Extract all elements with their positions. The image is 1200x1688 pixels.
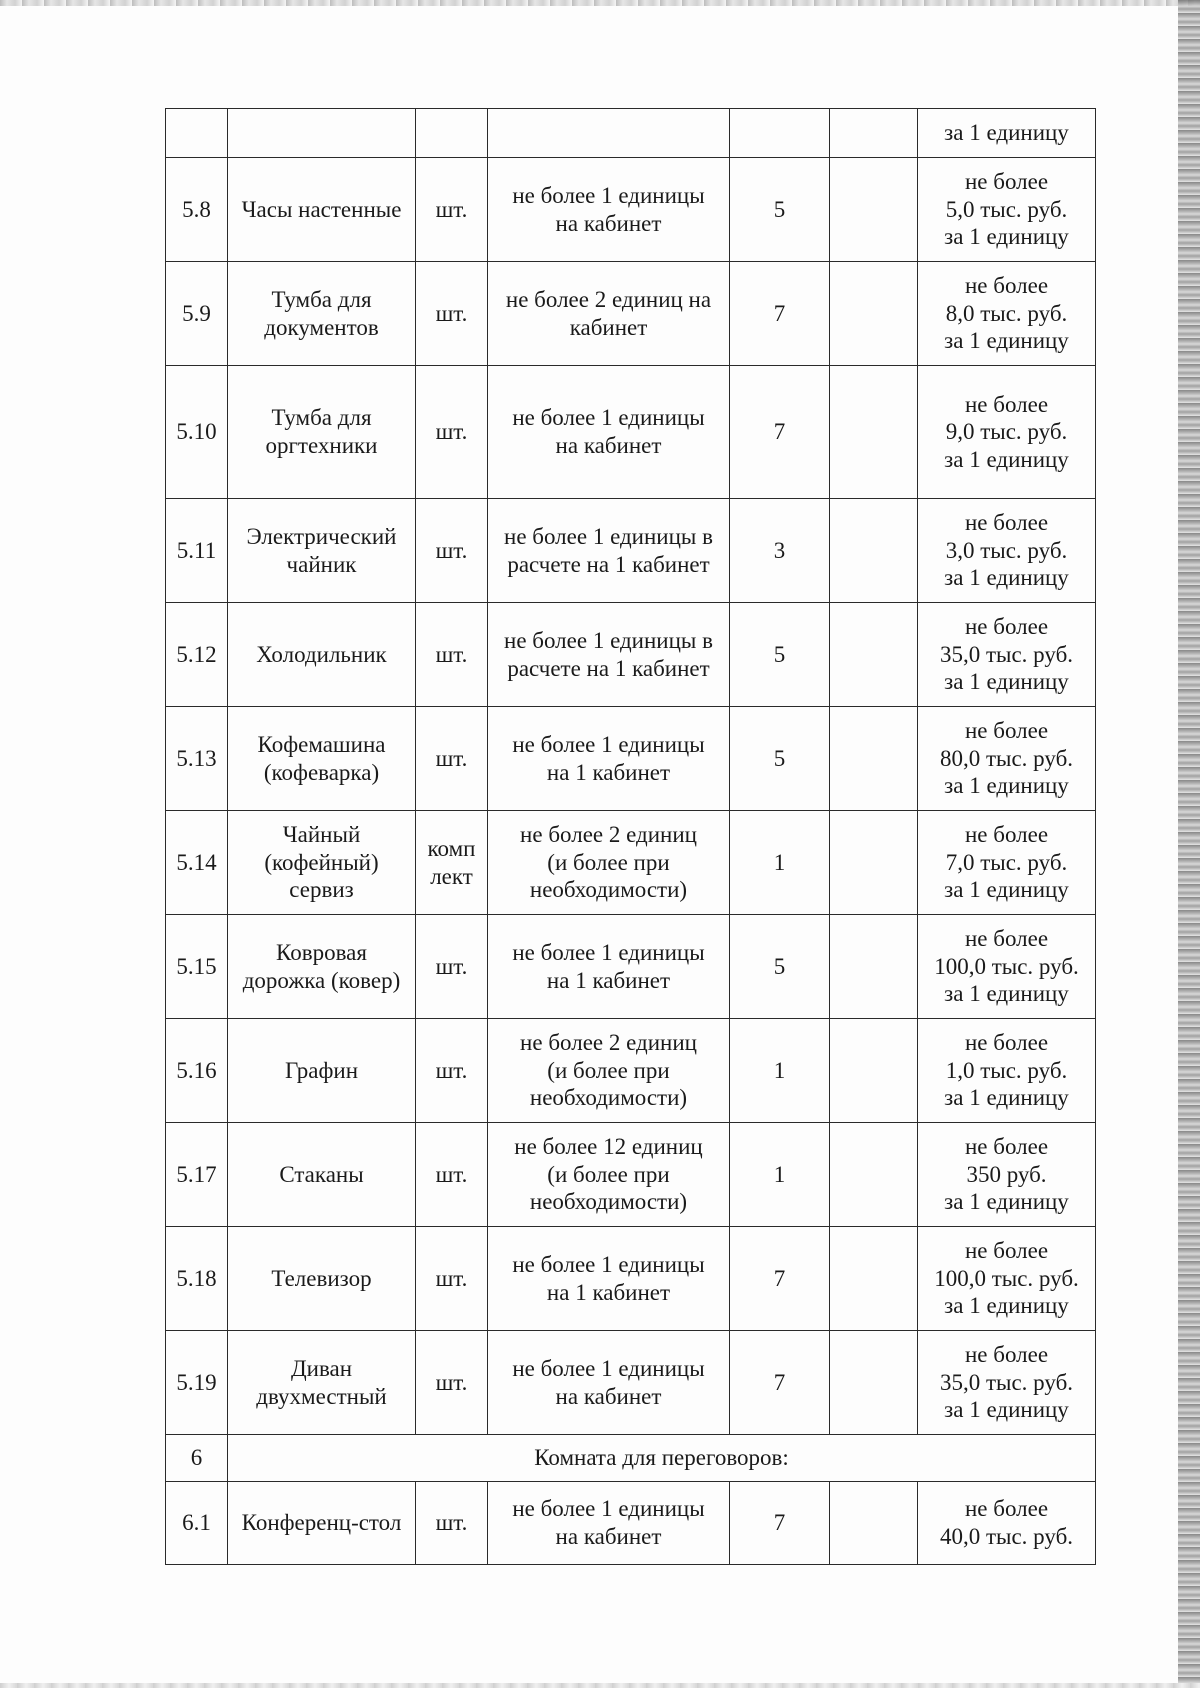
cell-price: не более 40,0 тыс. руб. <box>918 1482 1096 1565</box>
cell-name: Графин <box>228 1019 416 1123</box>
cell-name: Телевизор <box>228 1227 416 1331</box>
cell-name: Тумба для документов <box>228 262 416 366</box>
cell-norm: не более 1 единицы в расчете на 1 кабинет <box>488 603 730 707</box>
cell-name: Кофемашина (кофеварка) <box>228 707 416 811</box>
cell-unit: шт. <box>416 603 488 707</box>
cell-name: Ковровая дорожка (ковер) <box>228 915 416 1019</box>
cell-extra <box>830 1331 918 1435</box>
cell-price: не более 1,0 тыс. руб. за 1 единицу <box>918 1019 1096 1123</box>
cell-price: не более 9,0 тыс. руб. за 1 единицу <box>918 366 1096 499</box>
cell-unit: шт. <box>416 1019 488 1123</box>
cell-norm: не более 1 единицы на кабинет <box>488 1331 730 1435</box>
cell-num: 5.11 <box>166 499 228 603</box>
cell-extra <box>830 109 918 158</box>
table-row <box>166 262 1096 366</box>
cell-price: не более 3,0 тыс. руб. за 1 единицу <box>918 499 1096 603</box>
cell-years: 7 <box>730 1227 830 1331</box>
cell-num: 5.9 <box>166 262 228 366</box>
scan-edge-bottom <box>0 1683 1200 1688</box>
table-row <box>166 1227 1096 1331</box>
cell-num: 6.1 <box>166 1482 228 1565</box>
cell-years: 1 <box>730 1019 830 1123</box>
cell-norm: не более 12 единиц (и более при необходимости) <box>488 1123 730 1227</box>
section-title: Комната для переговоров: <box>228 1435 1096 1482</box>
norms-table-body <box>166 109 1096 1565</box>
section-row <box>166 1435 1096 1482</box>
cell-years: 5 <box>730 915 830 1019</box>
cell-price: не более 35,0 тыс. руб. за 1 единицу <box>918 1331 1096 1435</box>
table-row <box>166 1331 1096 1435</box>
cell-norm: не более 1 единицы на кабинет <box>488 1482 730 1565</box>
cell-years: 3 <box>730 499 830 603</box>
cell-years: 5 <box>730 158 830 262</box>
cell-unit: шт. <box>416 1123 488 1227</box>
cell-norm: не более 1 единицы на кабинет <box>488 158 730 262</box>
cell-norm: не более 1 единицы на 1 кабинет <box>488 1227 730 1331</box>
cell-num <box>166 109 228 158</box>
scan-edge-right <box>1178 0 1200 1688</box>
cell-price: не более 100,0 тыс. руб. за 1 единицу <box>918 1227 1096 1331</box>
table-row <box>166 915 1096 1019</box>
cell-num: 5.14 <box>166 811 228 915</box>
cell-name: Холодильник <box>228 603 416 707</box>
cell-extra <box>830 1482 918 1565</box>
cell-years: 1 <box>730 1123 830 1227</box>
cell-name: Электрический чайник <box>228 499 416 603</box>
cell-price: не более 80,0 тыс. руб. за 1 единицу <box>918 707 1096 811</box>
cell-name: Диван двухместный <box>228 1331 416 1435</box>
table-row <box>166 707 1096 811</box>
table-row <box>166 1482 1096 1565</box>
table-row <box>166 499 1096 603</box>
section-number: 6 <box>166 1435 228 1482</box>
cell-unit: шт. <box>416 366 488 499</box>
cell-price: не более 5,0 тыс. руб. за 1 единицу <box>918 158 1096 262</box>
cell-unit: шт. <box>416 1482 488 1565</box>
cell-num: 5.10 <box>166 366 228 499</box>
cell-extra <box>830 811 918 915</box>
cell-num: 5.13 <box>166 707 228 811</box>
cell-extra <box>830 1227 918 1331</box>
cell-name: Часы настенные <box>228 158 416 262</box>
cell-unit: шт. <box>416 158 488 262</box>
norms-table <box>165 108 1096 1565</box>
cell-years: 7 <box>730 262 830 366</box>
cell-name: Стаканы <box>228 1123 416 1227</box>
cell-num: 5.12 <box>166 603 228 707</box>
table-row <box>166 1019 1096 1123</box>
cell-norm: не более 2 единиц (и более при необходимости) <box>488 811 730 915</box>
cell-years: 7 <box>730 1482 830 1565</box>
cell-unit: шт. <box>416 1227 488 1331</box>
cell-num: 5.15 <box>166 915 228 1019</box>
cell-norm: не более 2 единиц на кабинет <box>488 262 730 366</box>
cell-norm: не более 1 единицы на 1 кабинет <box>488 707 730 811</box>
cell-extra <box>830 366 918 499</box>
table-row <box>166 603 1096 707</box>
cell-num: 5.8 <box>166 158 228 262</box>
cell-extra <box>830 603 918 707</box>
cell-num: 5.17 <box>166 1123 228 1227</box>
cell-name: Чайный (кофейный) сервиз <box>228 811 416 915</box>
scan-edge-top <box>0 0 1200 6</box>
cell-years: 5 <box>730 707 830 811</box>
cell-unit: комп лект <box>416 811 488 915</box>
cell-extra <box>830 262 918 366</box>
table-row <box>166 1123 1096 1227</box>
cell-unit: шт. <box>416 1331 488 1435</box>
cell-price: не более 100,0 тыс. руб. за 1 единицу <box>918 915 1096 1019</box>
cell-norm <box>488 109 730 158</box>
table-row <box>166 811 1096 915</box>
cell-extra <box>830 499 918 603</box>
cell-years: 5 <box>730 603 830 707</box>
cell-price: не более 35,0 тыс. руб. за 1 единицу <box>918 603 1096 707</box>
cell-num: 5.19 <box>166 1331 228 1435</box>
cell-price: не более 8,0 тыс. руб. за 1 единицу <box>918 262 1096 366</box>
cell-extra <box>830 1123 918 1227</box>
cell-price: не более 7,0 тыс. руб. за 1 единицу <box>918 811 1096 915</box>
cell-norm: не более 2 единиц (и более при необходимости) <box>488 1019 730 1123</box>
cell-price: за 1 единицу <box>918 109 1096 158</box>
cell-num: 5.18 <box>166 1227 228 1331</box>
cell-unit: шт. <box>416 707 488 811</box>
cell-extra <box>830 707 918 811</box>
cell-extra <box>830 1019 918 1123</box>
cell-norm: не более 1 единицы на кабинет <box>488 366 730 499</box>
cell-price: не более 350 руб. за 1 единицу <box>918 1123 1096 1227</box>
cell-years: 7 <box>730 1331 830 1435</box>
cell-extra <box>830 915 918 1019</box>
cell-name: Тумба для оргтехники <box>228 366 416 499</box>
table-row <box>166 158 1096 262</box>
cell-years: 1 <box>730 811 830 915</box>
cell-name: Конференц-стол <box>228 1482 416 1565</box>
cell-norm: не более 1 единицы в расчете на 1 кабинет <box>488 499 730 603</box>
table-row <box>166 366 1096 499</box>
cell-years <box>730 109 830 158</box>
cell-name <box>228 109 416 158</box>
cell-years: 7 <box>730 366 830 499</box>
table-row-continued <box>166 109 1096 158</box>
cell-unit <box>416 109 488 158</box>
cell-unit: шт. <box>416 499 488 603</box>
cell-unit: шт. <box>416 262 488 366</box>
cell-unit: шт. <box>416 915 488 1019</box>
cell-norm: не более 1 единицы на 1 кабинет <box>488 915 730 1019</box>
cell-extra <box>830 158 918 262</box>
cell-num: 5.16 <box>166 1019 228 1123</box>
